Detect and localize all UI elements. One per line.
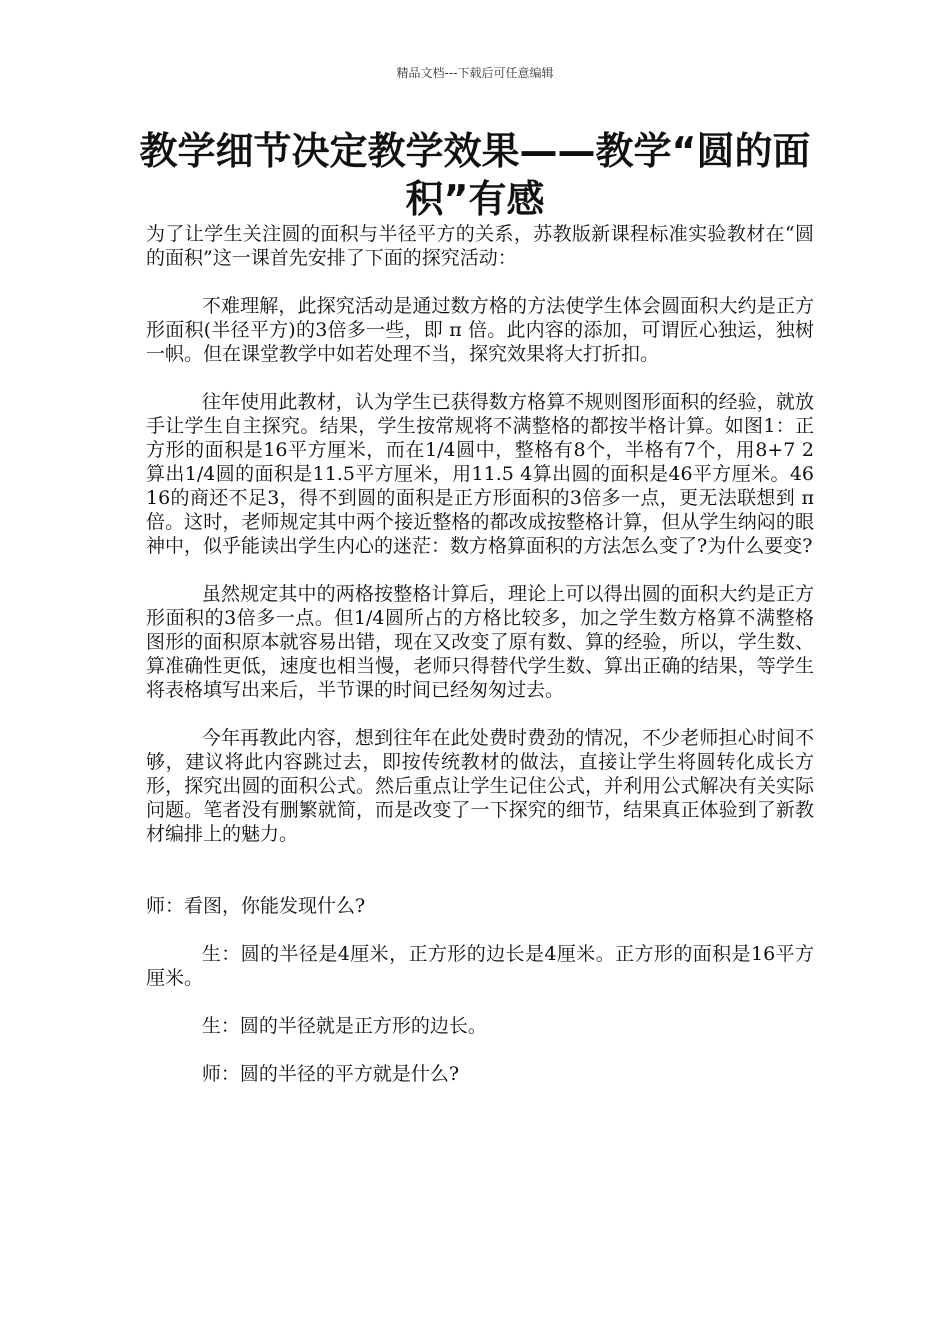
page-header: 精品文档---下载后可任意编辑 xyxy=(396,66,554,80)
paragraph-rule-change: 虽然规定其中的两格按整格计算后，理论上可以得出圆的面积大约是正方形面积的3倍多一点。但1/4圆所占的方格比较多，加之学生数方格算不满整格图形的面积原本就容易出错，现在又改变了原有数、算的经验，所以，学生数、算准确性更低，速度也相当慢，老师只得替代学生数、算出正确的结果，等学生将表格填写出来后，半节课的时间已经匆匆过去。 xyxy=(146,583,814,701)
document-body xyxy=(146,222,814,1110)
dialogue-student-2: 生：圆的半径就是正方形的边长。 xyxy=(201,1015,487,1037)
dialogue-teacher-1: 师：看图，你能发现什么? xyxy=(146,895,366,917)
dialogue-student-1: 生：圆的半径是4厘米，正方形的边长是4厘米。正方形的面积是16平方厘米。 xyxy=(146,943,814,989)
paragraph-activity-purpose: 不难理解，此探究活动是通过数方格的方法使学生体会圆面积大约是正方形面积(半径平方)的3倍多一些，即 π 倍。此内容的添加，可谓匠心独运，独树一帜。但在课堂教学中如若处理不当，探究效果将大打折扣。 xyxy=(146,295,814,365)
paragraph-past-teaching: 往年使用此教材，认为学生已获得数方格算不规则图形面积的经验，就放手让学生自主探究。结果，学生按常规将不满整格的都按半格计算。如图1：正方形的面积是16平方厘米，而在1/4圆中，整格有8个，半格有7个，用8+7 2算出1/4圆的面积是11.5平方厘米，用11.5 4算出圆的面积是46平方厘米。46 16的商还不足3，得不到圆的面积是正方形面积的3倍多一点，更无法联想到 π 倍。这时，老师规定其中两个接近整格的都改成按整格计算，但从学生纳闷的眼神中，似乎能读出学生内心的迷茫：数方格算面积的方法怎么变了?为什么要变? xyxy=(146,391,814,557)
paragraph-intro: 为了让学生关注圆的面积与半径平方的关系，苏教版新课程标准实验教材在“圆的面积”这一课首先安排了下面的探究活动： xyxy=(146,223,814,269)
dialogue-teacher-2: 师：圆的半径的平方就是什么? xyxy=(201,1063,460,1085)
paragraph-this-year: 今年再教此内容，想到往年在此处费时费劲的情况，不少老师担心时间不够，建议将此内容跳过去，即按传统教材的做法，直接让学生将圆转化成长方形，探究出圆的面积公式。然后重点让学生记住公式，并利用公式解决有关实际问题。笔者没有删繁就简，而是改变了一下探究的细节，结果真正体验到了新教材编排上的魅力。 xyxy=(146,727,814,845)
document-title: 教学细节决定教学效果——教学“圆的面积”有感 xyxy=(139,129,811,221)
